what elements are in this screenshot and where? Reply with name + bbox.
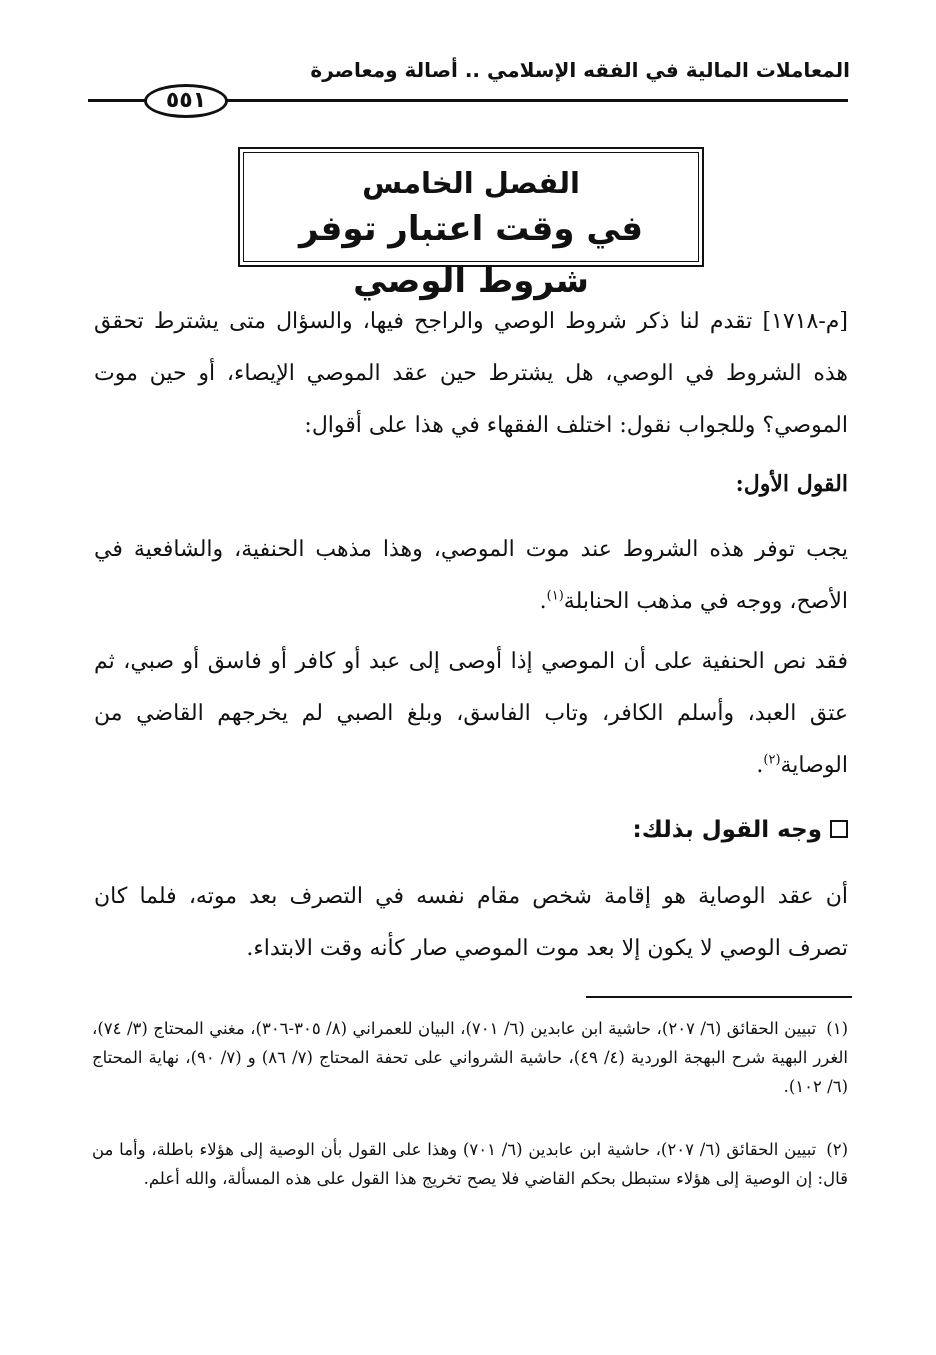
paragraph-reason: أن عقد الوصاية هو إقامة شخص مقام نفسه في التصرف بعد موته، فلما كان تصرف الوصي لا يكون إلا بعد موت الموصي صار كأنه وقت الابتداء. <box>94 884 848 961</box>
heading-reason <box>94 804 848 856</box>
page-number: ٥٥١ <box>144 84 228 118</box>
footnote-1-text: تبيين الحقائق (٦/ ٢٠٧)، حاشية ابن عابدين (٦/ ٧٠١)، البيان للعمراني (٨/ ٣٠٥-٣٠٦)، مغني المحتاج (٣/ ٧٤)، الغرر البهية شرح البهجة الوردية (٤/ ٤٩)، حاشية الشرواني على تحفة المحتاج (٧/ ٨٦) و (٧/ ٩٠)، نهاية المحتاج (٦/ ١٠٢). <box>92 1019 848 1096</box>
footnote-separator <box>586 996 852 998</box>
chapter-label: الفصل الخامس <box>362 166 580 200</box>
paragraph-first-opinion-end: . <box>539 589 547 614</box>
footnote-2-number: (٢) <box>826 1140 849 1159</box>
paragraph-first-opinion-text: يجب توفر هذه الشروط عند موت الموصي، وهذا مذهب الحنفية، والشافعية في الأصح، ووجه في مذهب الحنابلة <box>94 537 848 614</box>
footnote-2 <box>92 1135 848 1193</box>
footnote-ref-2[interactable]: (٢) <box>763 752 781 768</box>
paragraph-hanafi-text <box>94 636 848 792</box>
footnote-1 <box>92 1014 848 1101</box>
footnote-ref-1[interactable]: (١) <box>546 588 564 604</box>
running-title: المعاملات المالية في الفقه الإسلامي .. أصالة ومعاصرة <box>310 58 850 82</box>
chapter-title-frame <box>243 152 699 301</box>
chapter-title: في وقت اعتبار توفر شروط الوصي <box>298 209 644 301</box>
paragraph-intro: [م-١٧١٨] تقدم لنا ذكر شروط الوصي والراجح فيها، والسؤال متى يشترط تحقق هذه الشروط في الوصي، هل يشترط حين عقد الموصي الإيصاء، أو حين موت الموصي؟ وللجواب نقول: اختلف الفقهاء في هذا على أقوال: <box>94 309 848 438</box>
paragraph-first-opinion <box>94 524 848 628</box>
paragraph-hanafi-end: . <box>756 753 764 778</box>
paragraph-hanafi-body: فقد نص الحنفية على أن الموصي إذا أوصى إلى عبد أو كافر أو فاسق أو صبي، ثم عتق العبد، وأسلم الكافر، وتاب الفاسق، وبلغ الصبي لم يخرجهم القاضي من الوصاية <box>94 649 848 778</box>
footnote-1-number: (١) <box>826 1019 848 1038</box>
footnote-2-text: تبيين الحقائق (٦/ ٢٠٧)، حاشية ابن عابدين (٦/ ٧٠١) وهذا على القول بأن الوصية إلى هؤلاء باطلة، وأما من قال: إن الوصية إلى هؤلاء ستبطل بحكم القاضي فلا يصح تخريج هذا القول على هذه المسألة، والله أعلم. <box>92 1140 848 1188</box>
heading-first-opinion: القول الأول: <box>735 471 848 497</box>
chapter-title-box <box>238 147 704 301</box>
square-bullet-icon <box>830 820 848 838</box>
heading-reason-label: وجه القول بذلك: <box>632 817 822 843</box>
